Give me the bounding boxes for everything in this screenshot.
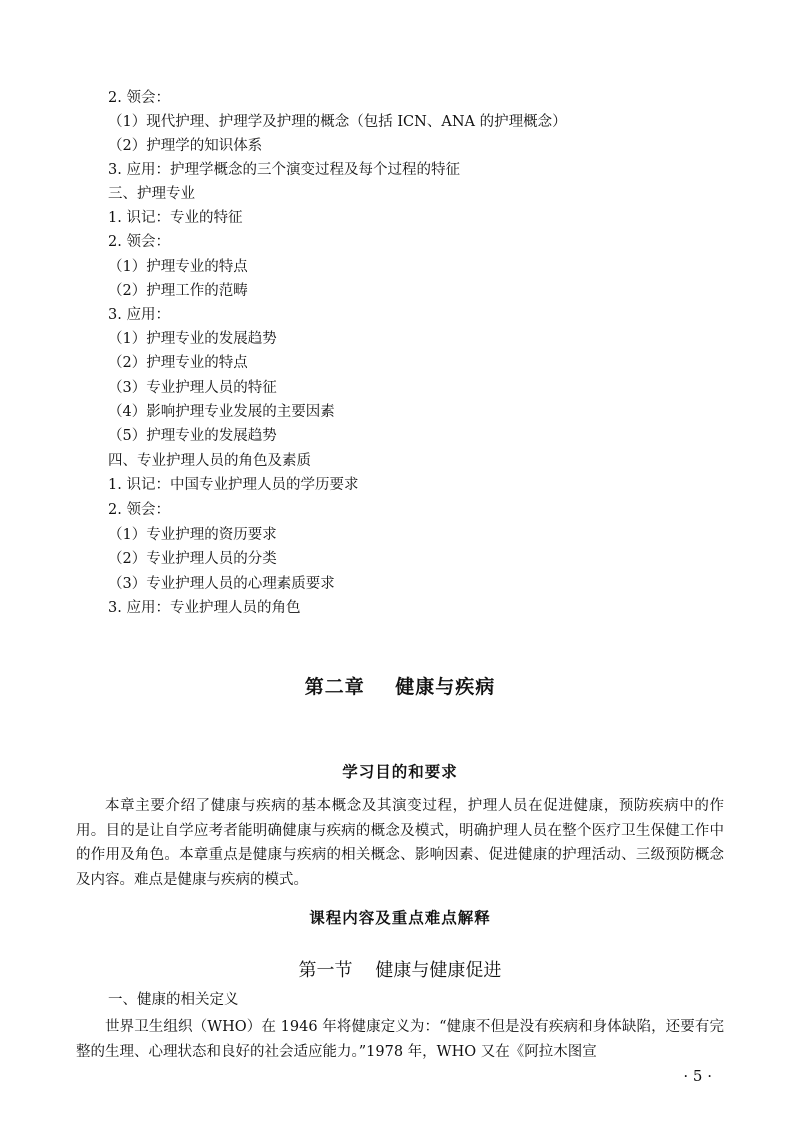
- chapter-title: 第二章 健康与疾病: [304, 676, 496, 698]
- body-paragraph: 世界卫生组织（WHO）在 1946 年将健康定义为：“健康不但是没有疾病和身体缺陷，还要有完整的生理、心理状态和良好的社会适应能力。”1978 年，WHO 又在《阿拉木图宣: [76, 1019, 724, 1060]
- outline-line: 2. 领会：: [108, 234, 170, 250]
- outline-line: （2）护理工作的范畴: [108, 283, 248, 299]
- outline-line: 四、专业护理人员的角色及素质: [108, 453, 311, 469]
- outline-line: 三、护理专业: [108, 186, 195, 202]
- outline-line: （2）护理学的知识体系: [108, 138, 263, 154]
- outline-line: （4）影响护理专业发展的主要因素: [108, 404, 335, 420]
- outline-line: （5）护理专业的发展趋势: [108, 428, 277, 444]
- objectives-paragraph: 本章主要介绍了健康与疾病的基本概念及其演变过程，护理人员在促进健康，预防疾病中的作用。目的是让自学应考者能明确健康与疾病的概念及模式，明确护理人员在整个医疗卫生保健工作中的作用及角色。本章重点是健康与疾病的相关概念、影响因素、促进健康的护理活动、三级预防概念及内容。难点是健康与疾病的模式。: [76, 798, 724, 888]
- outline-line: 2. 领会：: [108, 90, 170, 106]
- outline-line: 3. 应用：专业护理人员的角色: [108, 600, 301, 616]
- objectives-heading: 学习目的和要求: [342, 763, 458, 781]
- outline-line: 1. 识记：中国专业护理人员的学历要求: [108, 477, 359, 493]
- outline-line: （3）专业护理人员的特征: [108, 380, 277, 396]
- outline-line: （1）护理专业的发展趋势: [108, 331, 277, 347]
- outline-line: （2）专业护理人员的分类: [108, 551, 277, 567]
- content-heading: 课程内容及重点难点解释: [309, 909, 491, 927]
- outline-line: 3. 应用：: [108, 307, 170, 323]
- outline-line: （1）现代护理、护理学及护理的概念（包括 ICN、ANA 的护理概念）: [108, 114, 567, 130]
- outline-line: （1）护理专业的特点: [108, 259, 248, 275]
- outline-line: 1. 识记：专业的特征: [108, 210, 243, 226]
- outline-line: （3）专业护理人员的心理素质要求: [108, 576, 335, 592]
- subheading: 一、健康的相关定义: [108, 992, 239, 1008]
- section-title: 第一节 健康与健康促进: [298, 960, 502, 981]
- outline-line: 2. 领会：: [108, 502, 170, 518]
- outline-line: （1）专业护理的资历要求: [108, 527, 277, 543]
- outline-line: （2）护理专业的特点: [108, 355, 248, 371]
- page-number: · 5 ·: [683, 1067, 712, 1085]
- outline-line: 3. 应用：护理学概念的三个演变过程及每个过程的特征: [108, 162, 460, 178]
